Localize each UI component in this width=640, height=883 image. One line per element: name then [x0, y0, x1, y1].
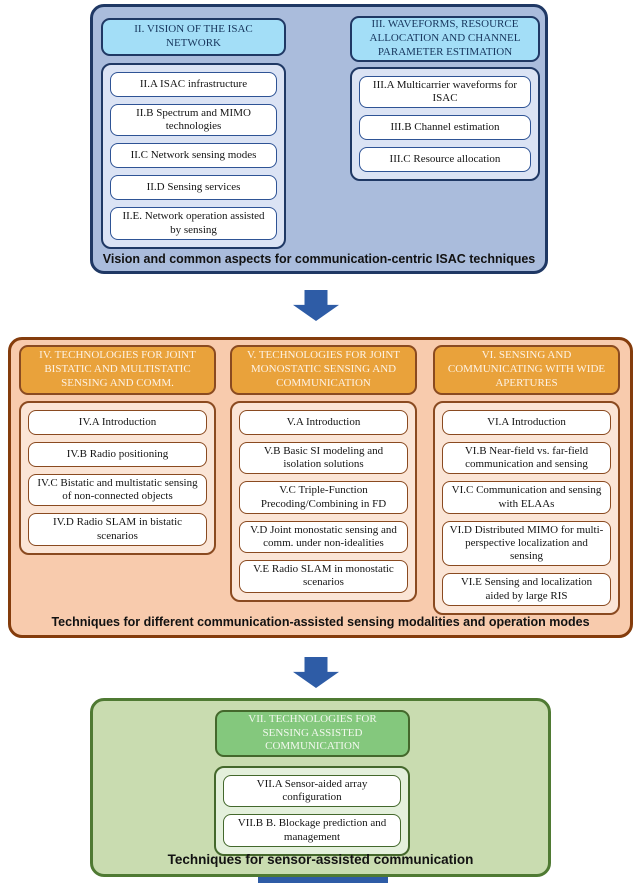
list-item: II.A ISAC infrastructure — [110, 72, 277, 97]
section-v-column — [230, 345, 417, 395]
list-item: VI.C Communication and sensing with ELAAs — [442, 481, 611, 513]
list-item: VII.A Sensor-aided array configuration — [223, 775, 401, 807]
top-block-vision-and-common-aspects — [90, 4, 548, 274]
list-item: VI.B Near-field vs. far-field communication and sensing — [442, 442, 611, 474]
list-item: VI.E Sensing and localization aided by large RIS — [442, 573, 611, 605]
down-arrow-icon — [293, 290, 339, 321]
down-arrow-icon — [293, 657, 339, 688]
section-vi-column — [433, 345, 620, 395]
bottom-block-sensor-assisted-communication — [90, 698, 551, 877]
top-block-caption: Vision and common aspects for communication-centric ISAC techniques — [102, 252, 536, 266]
list-item: III.C Resource allocation — [359, 147, 531, 172]
list-item: IV.A Introduction — [28, 410, 207, 435]
list-item: V.A Introduction — [239, 410, 408, 435]
section-vi-header: VI. SENSING AND COMMUNICATING WITH WIDE APERTURES — [433, 345, 620, 395]
middle-block-sensing-modalities — [8, 337, 633, 638]
section-iii-items — [350, 67, 540, 181]
section-iii-column — [350, 16, 540, 62]
list-item: VI.D Distributed MIMO for multi-perspective localization and sensing — [442, 521, 611, 567]
list-item: VI.A Introduction — [442, 410, 611, 435]
section-iv-column — [19, 345, 216, 395]
list-item: IV.D Radio SLAM in bistatic scenarios — [28, 513, 207, 545]
section-iv-items — [19, 401, 216, 555]
bottom-block-caption: Techniques for sensor-assisted communication — [167, 852, 474, 867]
list-item: II.C Network sensing modes — [110, 143, 277, 168]
section-vii-column — [215, 710, 410, 757]
section-ii-items — [101, 63, 286, 249]
section-ii-column — [101, 18, 286, 56]
list-item: V.C Triple-Function Precoding/Combining in FD — [239, 481, 408, 513]
section-v-items — [230, 401, 417, 602]
section-v-header: V. TECHNOLOGIES FOR JOINT MONOSTATIC SENSING AND COMMUNICATION — [230, 345, 417, 395]
list-item: IV.C Bistatic and multistatic sensing of non-connected objects — [28, 474, 207, 506]
list-item: III.A Multicarrier waveforms for ISAC — [359, 76, 531, 108]
list-item: VII.B B. Blockage prediction and management — [223, 814, 401, 846]
list-item: V.B Basic SI modeling and isolation solutions — [239, 442, 408, 474]
list-item: IV.B Radio positioning — [28, 442, 207, 467]
section-vii-items — [214, 766, 410, 856]
list-item: V.D Joint monostatic sensing and comm. under non-idealities — [239, 521, 408, 553]
section-ii-header: II. VISION OF THE ISAC NETWORK — [101, 18, 286, 56]
list-item: III.B Channel estimation — [359, 115, 531, 140]
section-vii-header: VII. TECHNOLOGIES FOR SENSING ASSISTED COMMUNICATION — [215, 710, 410, 757]
section-vi-items — [433, 401, 620, 615]
list-item: II.D Sensing services — [110, 175, 277, 200]
cutoff-arrow-bar — [258, 877, 388, 883]
list-item: V.E Radio SLAM in monostatic scenarios — [239, 560, 408, 592]
list-item: II.B Spectrum and MIMO technologies — [110, 104, 277, 136]
section-iii-header: III. WAVEFORMS, RESOURCE ALLOCATION AND CHANNEL PARAMETER ESTIMATION — [350, 16, 540, 62]
section-iv-header: IV. TECHNOLOGIES FOR JOINT BISTATIC AND MULTISTATIC SENSING AND COMM. — [19, 345, 216, 395]
middle-block-caption: Techniques for different communication-assisted sensing modalities and operation modes — [51, 615, 590, 629]
list-item: II.E. Network operation assisted by sensing — [110, 207, 277, 239]
